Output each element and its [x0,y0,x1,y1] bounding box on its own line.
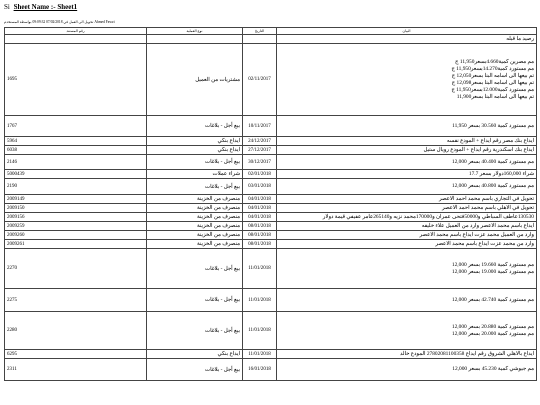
date-cell [243,35,277,44]
doc-number-cell: 2270 [5,249,147,289]
date-cell: 16/01/2018 [243,359,277,381]
table-row [5,35,537,44]
doc-number-cell: 1695 [5,44,147,116]
operation-type-cell: بيع أجل - بلاغات [147,179,243,195]
description-line: تحويل في التجاري باسم محمد احمد الاعصر [439,195,534,202]
doc-number-cell: 2009150 [5,204,147,213]
description-line: مم جيوشي كمية 45.230 بسعر 12,000 [452,366,534,372]
date-cell: 30/12/2017 [243,155,277,170]
description-line: تم بيعها الى اسامه البنا بسعر11,900 [456,93,534,100]
description-cell [277,213,537,222]
table-row [5,137,537,146]
doc-number-cell: 2146 [5,155,147,170]
description-cell [277,195,537,204]
table-row [5,312,537,350]
operation-type-cell: بيع أجل - بلاغات [147,289,243,312]
operation-type-cell: بيع أجل - بلاغات [147,116,243,137]
date-cell: 04/01/2018 [243,195,277,204]
date-cell: 11/01/2018 [243,350,277,359]
date-cell: 24/12/2017 [243,137,277,146]
description-line: تحويل في الاهلي باسم محمد احمد الاعصر [442,204,534,211]
description-cell [277,350,537,359]
description-cell [277,249,537,289]
description-line: مم مستورد كمية 40.400 بسعر 12,000 [451,158,534,165]
description-cell [277,155,537,170]
description-cell [277,35,537,44]
report-meta: تحويل الى العمل في 07/02/2018 09:09:32 بواسطة المستخدم Ahmed Fawzi [4,20,115,24]
operation-type-cell: منصرف من الخزينة [147,222,243,231]
table-row [5,44,537,116]
table-row [5,170,537,179]
date-cell: 04/01/2018 [243,213,277,222]
description-line: وارد من العميل محمد عزت ايداع باسم محمد الاعصر [419,231,534,238]
table-row [5,240,537,249]
table-body [5,35,537,381]
date-cell: 27/12/2017 [243,146,277,155]
doc-number-cell: 2009261 [5,240,147,249]
description-cell [277,231,537,240]
doc-number-cell: 2280 [5,312,147,350]
table-row [5,350,537,359]
date-cell: 08/01/2018 [243,240,277,249]
description-line: رصيد ما قبله [506,35,534,42]
table-row [5,146,537,155]
description-line: وارد من محمد عزت ايداع باسم محمد الاعصر [435,240,534,247]
operation-type-cell: ايداع بنكي [147,350,243,359]
date-cell: 11/01/2018 [243,249,277,289]
description-cell [277,240,537,249]
description-cell [277,137,537,146]
description-line: ايداع باسم محمد الاعصر وارد من العميل علاء خليفه [421,222,534,229]
description-cell [277,179,537,195]
description-cell [277,204,537,213]
date-cell: 11/01/2018 [243,289,277,312]
table-row [5,195,537,204]
col-header-description: البيان [277,28,537,35]
doc-number-cell: 6038 [5,146,147,155]
table-row [5,204,537,213]
operation-type-cell: بيع أجل - بلاغات [147,155,243,170]
doc-number-cell: 2311 [5,359,147,381]
description-cell [277,312,537,350]
table-row [5,289,537,312]
doc-number-cell: 2190 [5,179,147,195]
doc-number-cell: 6295 [5,350,147,359]
date-cell: 02/01/2018 [243,170,277,179]
operation-type-cell: ايداع بنكي [147,146,243,155]
table-row [5,155,537,170]
operation-type-cell: ايداع بنكي [147,137,243,146]
date-cell: 04/01/2018 [243,204,277,213]
doc-number-cell [5,35,147,44]
description-line: ايداع بنك مصر رقم ايداع + المودع نفسه [446,137,534,144]
sheet-prefix: Si [4,3,10,11]
table-row [5,116,537,137]
sheet-name: Sheet Name :- Sheet1 [13,3,78,11]
operation-type-cell: بيع أجل - بلاغات [147,312,243,350]
sheet-title [4,3,77,11]
description-cell [277,116,537,137]
table-row [5,179,537,195]
description-line: مم مستورد كمية 19.000 بسعر 12,000 [451,268,534,275]
doc-number-cell: 2009156 [5,213,147,222]
operation-type-cell: مشتريات من العميل [147,44,243,116]
doc-number-cell: 1767 [5,116,147,137]
operation-type-cell: بيع أجل - بلاغات [147,359,243,381]
col-header-doc-no: رقم المستند [5,28,147,35]
doc-number-cell: 5964 [5,137,147,146]
operation-type-cell: منصرف من الخزينة [147,213,243,222]
date-cell: 11/01/2018 [243,312,277,350]
operation-type-cell: بيع أجل - بلاغات [147,249,243,289]
col-header-date: التاريخ [243,28,277,35]
description-cell [277,170,537,179]
table-row [5,213,537,222]
doc-number-cell: 2009259 [5,222,147,231]
operation-type-cell: منصرف من الخزينة [147,204,243,213]
description-line: تم بيعها الى اسامه البنا بسعر12,050 ج [451,72,534,79]
doc-number-cell: 2009149 [5,195,147,204]
description-cell [277,44,537,116]
description-line: مم مستورد كمية12.000بسعر11,950 ج [451,86,534,93]
description-line: شراء 160,000دولار بسعر 17.7 [468,170,534,177]
description-line: مم مستورد كمية 20.880 بسعر 12,000 [451,323,534,330]
table-row [5,231,537,240]
operation-type-cell: منصرف من الخزينة [147,231,243,240]
description-line: مم مستورد كمية 20.000 بسعر 12,000 [451,330,534,337]
date-cell: 03/01/2018 [243,179,277,195]
operation-type-cell: منصرف من الخزينة [147,240,243,249]
table-header-row [5,28,537,35]
description-line: مم مستورد كمية14.270بسعر11,950 ج [451,65,534,72]
date-cell: 08/01/2018 [243,222,277,231]
date-cell: 02/11/2017 [243,44,277,116]
doc-number-cell: 2275 [5,289,147,312]
description-cell [277,359,537,381]
description-line: ايداع بنك اسكندرية رقم ايداع + المودع رويال ستيل [423,146,534,153]
description-cell [277,289,537,312]
description-line: ايداع بالاهلي الشروق رقم ايداع 27802081100358 المودع خالد [400,350,534,357]
col-header-type: نوع العملية [147,28,243,35]
table-row [5,359,537,381]
description-line: تم بيعها الى اسامه البنا بسعر12,098 ج [451,79,534,86]
ledger-table [4,27,537,381]
date-cell: 08/01/2018 [243,231,277,240]
description-line: مم مستورد كمية 42.740 بسعر 12,000 [451,296,534,303]
operation-type-cell: منصرف من الخزينة [147,195,243,204]
doc-number-cell: 5000439 [5,170,147,179]
description-cell [277,146,537,155]
description-line: 130530عاطف السباطي و50000فتحى عمران و170000محمد نزيه و265140عامر عفيفي قيمة دولار [322,213,534,220]
description-cell [277,222,537,231]
description-line: مم مستورد كمية 30.560 بسعر 11,950 [452,122,534,129]
table-row [5,222,537,231]
operation-type-cell [147,35,243,44]
operation-type-cell: شراء عملات [147,170,243,179]
doc-number-cell: 2009260 [5,231,147,240]
date-cell: 10/11/2017 [243,116,277,137]
description-line: مم مستورد كمية 19.660 بسعر 12,000 [451,261,534,268]
description-line: مم مصرين كمية4.660بسعر11,950 ج [455,58,534,65]
table-row [5,249,537,289]
description-line: مم مستورد كمية 40.800 بسعر 12,000 [451,183,534,189]
